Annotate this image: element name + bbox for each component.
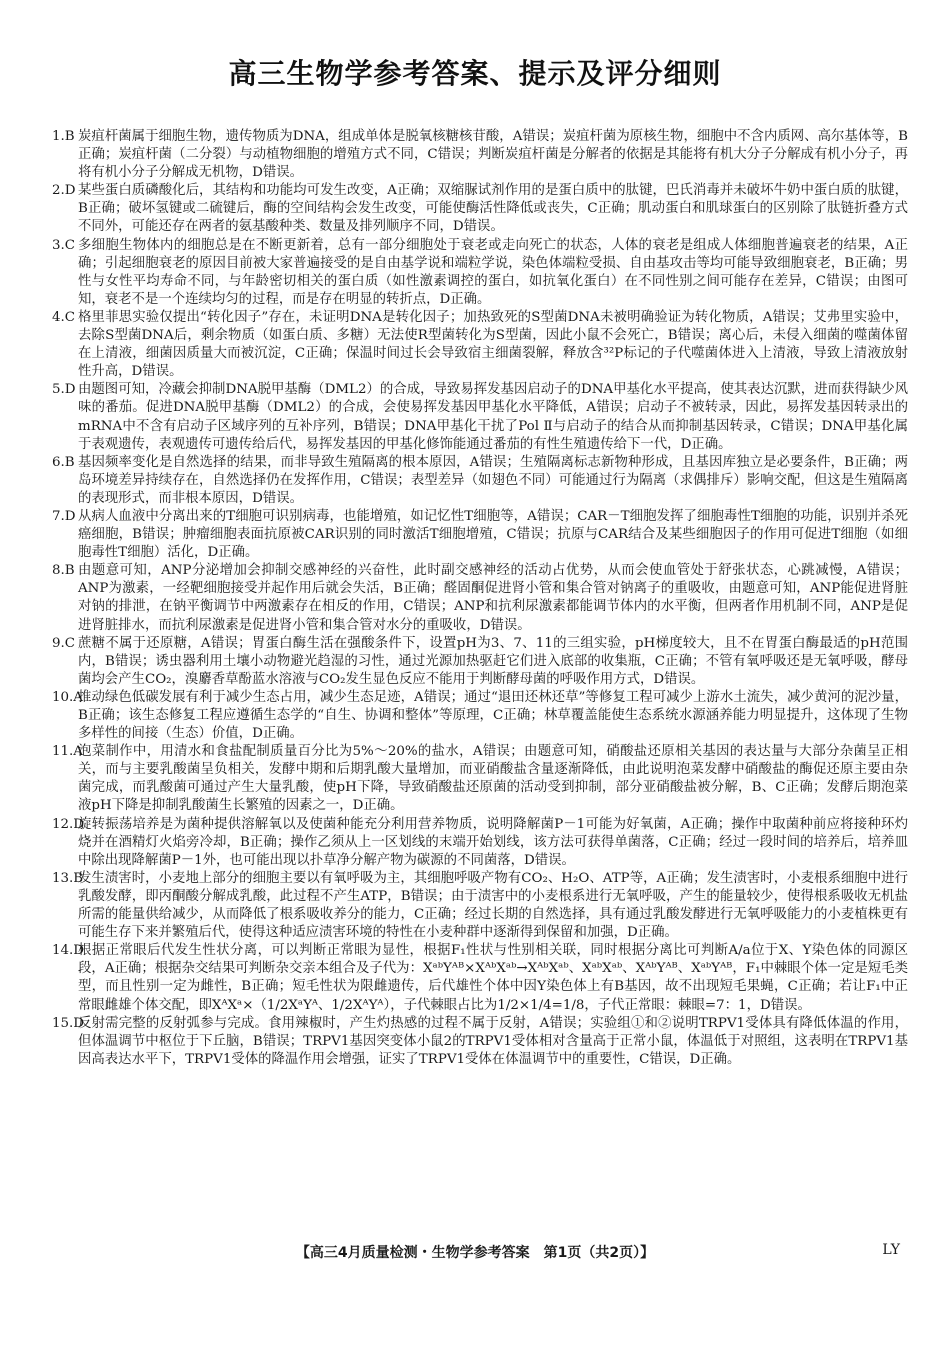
answer-number: 5.D (52, 382, 76, 398)
answer-item (52, 870, 908, 942)
answer-number: 8.B (52, 563, 75, 579)
footer-code: LY (882, 1242, 900, 1258)
answer-text: 某些蛋白质磷酸化后，其结构和功能均可发生改变，A正确；双缩脲试剂作用的是蛋白质中的肽键，巴氏消毒并未破坏牛奶中蛋白质的肽键，B正确；破坏氢键或二硫键后，酶的空间结构会发生改变，可能使酶活性降低或丧失，C正确；肌动蛋白和肌球蛋白的区别除了肽链折叠方式不同外，可能还存在两者的氨基酸种类、数量及排列顺序不同，D错误。 (78, 183, 908, 235)
answer-text: 推动绿色低碳发展有利于减少生态占用，减少生态足迹，A错误；通过“退田还林还草”等修复工程可减少上游水土流失，减少黄河的泥沙量，B正确；该生态修复工程应遵循生态学的“自生、协调和整体”等原理，C正确；林草覆盖能使生态系统水源涵养能力明显提升，这体现了生物多样性的间接（生态）价值，D正确。 (78, 689, 908, 742)
answer-item (52, 454, 908, 508)
answer-item (52, 562, 908, 634)
answer-number: 4.C (52, 309, 76, 325)
page-footer: 【高三4月质量检测・生物学参考答案 第1页（共2页）】 (295, 1245, 655, 1261)
answer-item (52, 128, 908, 182)
answer-text: 由题意可知，ANP分泌增加会抑制交感神经的兴奋性，此时副交感神经的活动占优势，从而会使血管处于舒张状态，心跳减慢，A错误；ANP为激素，一经靶细胞接受并起作用后就会失活，B正确；醛固酮促进肾小管和集合管对钠离子的重吸收，由题意可知，ANP能促进肾脏对钠的排泄，在钠平衡调节中两激素存在相反的作用，C错误；ANP和抗利尿激素都能调节体内的水平衡，但两者作用机制不同，ANP是促进肾脏排水，而抗利尿激素是促进肾小管和集合管对水分的重吸收，D错误。 (78, 563, 908, 633)
answer-item (52, 816, 908, 870)
answer-text: 多细胞生物体内的细胞总是在不断更新着，总有一部分细胞处于衰老或走向死亡的状态，人体的衰老是组成人体细胞普遍衰老的结果，A正确；引起细胞衰老的原因目前被大家普遍接受的是自由基学说和端粒学说，染色体端粒受损、自由基攻击等均可能导致细胞衰老，B正确；男性与女性平均寿命不同，与年龄密切相关的蛋白质（如性激素调控的蛋白，如抗氧化蛋白）在不同性别之间可能存在差异，C错误；由图可知，衰老不是一个连续均匀的过程，而是存在明显的转折点，D正确。 (78, 237, 908, 307)
answer-item (52, 309, 908, 381)
answer-number: 7.D (52, 508, 76, 524)
answer-number: 15.D (52, 1015, 85, 1031)
answer-number: 1.B (52, 129, 75, 144)
answer-number: 9.C (52, 635, 76, 651)
answer-item (52, 237, 908, 309)
answer-number: 2.D (52, 183, 76, 199)
page-title: 高三生物学参考答案、提示及评分细则 (228, 57, 722, 90)
answer-item (52, 635, 908, 689)
answer-text: 从病人血液中分离出来的T细胞可识别病毒，也能增殖，如记忆性T细胞等，A错误；CAR－T细胞发挥了细胞毒性T细胞的功能，识别并杀死癌细胞，B错误；肿瘤细胞表面抗原被CAR识别的同时激活T细胞增殖，C错误；抗原与CAR结合及某些细胞因子的作用可促进T细胞（如细胞毒性T细胞）活化，D正确。 (78, 508, 908, 561)
answer-text: 炭疽杆菌属于细胞生物，遗传物质为DNA，组成单体是脱氧核糖核苷酸，A错误；炭疽杆菌为原核生物，细胞中不含内质网、高尔基体等，B正确；炭疽杆菌（二分裂）与动植物细胞的增殖方式不同，C错误；判断炭疽杆菌是分解者的依据是其能将有机大分子分解成有机小分子，再将有机小分子分解成无机物，D错误。 (78, 129, 908, 181)
answer-list (52, 128, 908, 1069)
answer-item (52, 743, 908, 815)
answer-item (52, 689, 908, 743)
answer-number: 10.A (52, 689, 83, 705)
answer-text: 反射需完整的反射弧参与完成。食用辣椒时，产生灼热感的过程不属于反射，A错误；实验组①和②说明TRPV1受体具有降低体温的作用，但体温调节中枢位于下丘脑，B错误；TRPV1基因突变体小鼠2的TRPV1受体相对含量高于正常小鼠，体温低于对照组，这表明在TRPV1基因高表达水平下，TRPV1受体的降温作用会增强，证实了TRPV1受体在体温调节中的重要性，C错误，D正确。 (78, 1015, 908, 1067)
answer-number: 6.B (52, 454, 75, 470)
answer-number: 12.D (52, 816, 85, 832)
answer-text: 发生渍害时，小麦地上部分的细胞主要以有氧呼吸为主，其细胞呼吸产物有CO₂、H₂O、ATP等，A正确；发生渍害时，小麦根系细胞中进行乳酸发酵，即丙酮酸分解成乳酸，此过程不产生ATP，B错误；由于渍害中的小麦根系进行无氧呼吸，产生的能量较少，使得根系吸收无机盐所需的能量供给减少，从而降低了根系吸收养分的能力，C正确；经过长期的自然选择，具有通过乳酸发酵进行无氧呼吸能力的小麦植株更有可能生存下来并繁殖后代，使得这种适应渍害环境的特性在小麦种群中逐渐得到保留和加强，D正确。 (78, 870, 908, 941)
answer-number: 13.B (52, 870, 84, 886)
answer-item (52, 508, 908, 562)
answer-text: 蔗糖不属于还原糖，A错误；胃蛋白酶生活在强酸条件下，设置pH为3、7、11的三组实验，pH梯度较大，且不在胃蛋白酶最适的pH范围内，B错误；诱虫器利用土壤小动物避光趋湿的习性，通过光源加热驱赶它们进入底部的收集瓶，C正确；不管有氧呼吸还是无氧呼吸，酵母菌均会产生CO₂，溴麝香草酚蓝水溶液与CO₂发生显色反应不能用于判断酵母菌的呼吸作用方式，D错误。 (78, 635, 908, 687)
answer-item (52, 381, 908, 453)
answer-text: 旋转振荡培养是为菌种提供溶解氧以及使菌种能充分利用营养物质，说明降解菌P－1可能为好氧菌，A正确；操作中取菌种前应将接种环灼烧并在酒精灯火焰旁冷却，B正确；操作乙须从上一区划线的末端开始划线，该方法可获得单菌落，C正确；经过一段时间的培养后，培养皿中除出现降解菌P－1外，也可能出现以扑草净分解产物为碳源的不同菌落，D错误。 (78, 816, 908, 868)
answer-text: 根据正常眼后代发生性状分离，可以判断正常眼为显性，根据F₁性状与性别相关联，同时根据分离比可判断A/a位于X、Y染色体的同源区段，A正确；根据杂交结果可判断杂交亲本组合及子代为：XᵃᵇYᴬᴮ×XᴬᵇXᵃᵇ→XᴬᵇXᵃᵇ、XᵃᵇXᵃᵇ、XᴬᵇYᴬᴮ、XᵃᵇYᴬᴮ，F₁中棘眼个体一定是短毛类型，而且性别一定为雌性，B正确；短毛性状为限雌遗传，后代雄性个体中因Y染色体上有B基因，故不出现短毛果蝇，C正确；若让F₁中正常眼雌雄个体交配，即XᴬXᵃ×（1/2XᵃYᴬ、1/2XᴬYᴬ），子代棘眼占比为1/2×1/4=1/8，子代正常眼：棘眼=7：1，D错误。 (78, 943, 908, 1013)
answer-text: 格里菲思实验仅提出“转化因子”存在，未证明DNA是转化因子；加热致死的S型菌DNA未被明确验证为转化物质，A错误；艾弗里实验中，去除S型菌DNA后，剩余物质（如蛋白质、多糖）无法使R型菌转化为S型菌，因此小鼠不会死亡，B错误；离心后，未侵入细菌的噬菌体留在上清液，细菌因质量大而被沉淀，C正确；保温时间过长会导致宿主细菌裂解，释放含³²P标记的子代噬菌体进入上清液，导致上清液放射性升高，D错误。 (78, 309, 908, 380)
answer-number: 3.C (52, 237, 76, 253)
answer-number: 11.A (52, 744, 83, 760)
answer-text: 泡菜制作中，用清水和食盐配制质量百分比为5%～20%的盐水，A错误；由题意可知，硝酸盐还原相关基因的表达量与大部分杂菌呈正相关，而与主要乳酸菌呈负相关，发酵中期和后期乳酸大量增加，而亚硝酸盐含量逐渐降低，由此说明泡菜发酵中硝酸盐的酶促还原主要由杂菌完成，而乳酸菌可通过产生大量乳酸，使pH下降，导致硝酸盐还原菌的活动受到抑制，部分亚硝酸盐被分解，B、C正确；发酵后期泡菜液pH下降是抑制乳酸菌生长繁殖的因素之一，D正确。 (78, 744, 908, 814)
answer-text: 基因频率变化是自然选择的结果，而非导致生殖隔离的根本原因，A错误；生殖隔离标志新物种形成，且基因库独立是必要条件，B正确；两岛环境差异持续存在，自然选择仍在发挥作用，C错误；表型差异（如翅色不同）可能通过行为隔离（求偶排斥）影响交配，但这是生殖隔离的表现形式，而非根本原因，D错误。 (78, 454, 908, 506)
answer-text: 由题图可知，冷藏会抑制DNA脱甲基酶（DML2）的合成，导致易挥发基因启动子的DNA甲基化水平提高，使其表达沉默，进而获得缺少风味的番茄。促进DNA脱甲基酶（DML2）的合成，会使易挥发基因甲基化水平降低，A错误；启动子不被转录，因此，易挥发基因转录出的mRNA中不含有启动子区域序列的互补序列，B错误；DNA甲基化干扰了Pol Ⅱ与启动子的结合从而抑制基因转录，C错误；DNA甲基化属于表观遗传，表观遗传可遗传给后代，易挥发基因的甲基化修饰能通过番茄的有性生殖遗传给下一代，D正确。 (78, 382, 908, 452)
answer-item (52, 182, 908, 236)
answer-number: 14.D (52, 943, 85, 959)
answer-item (52, 1015, 908, 1069)
answer-item (52, 942, 908, 1014)
